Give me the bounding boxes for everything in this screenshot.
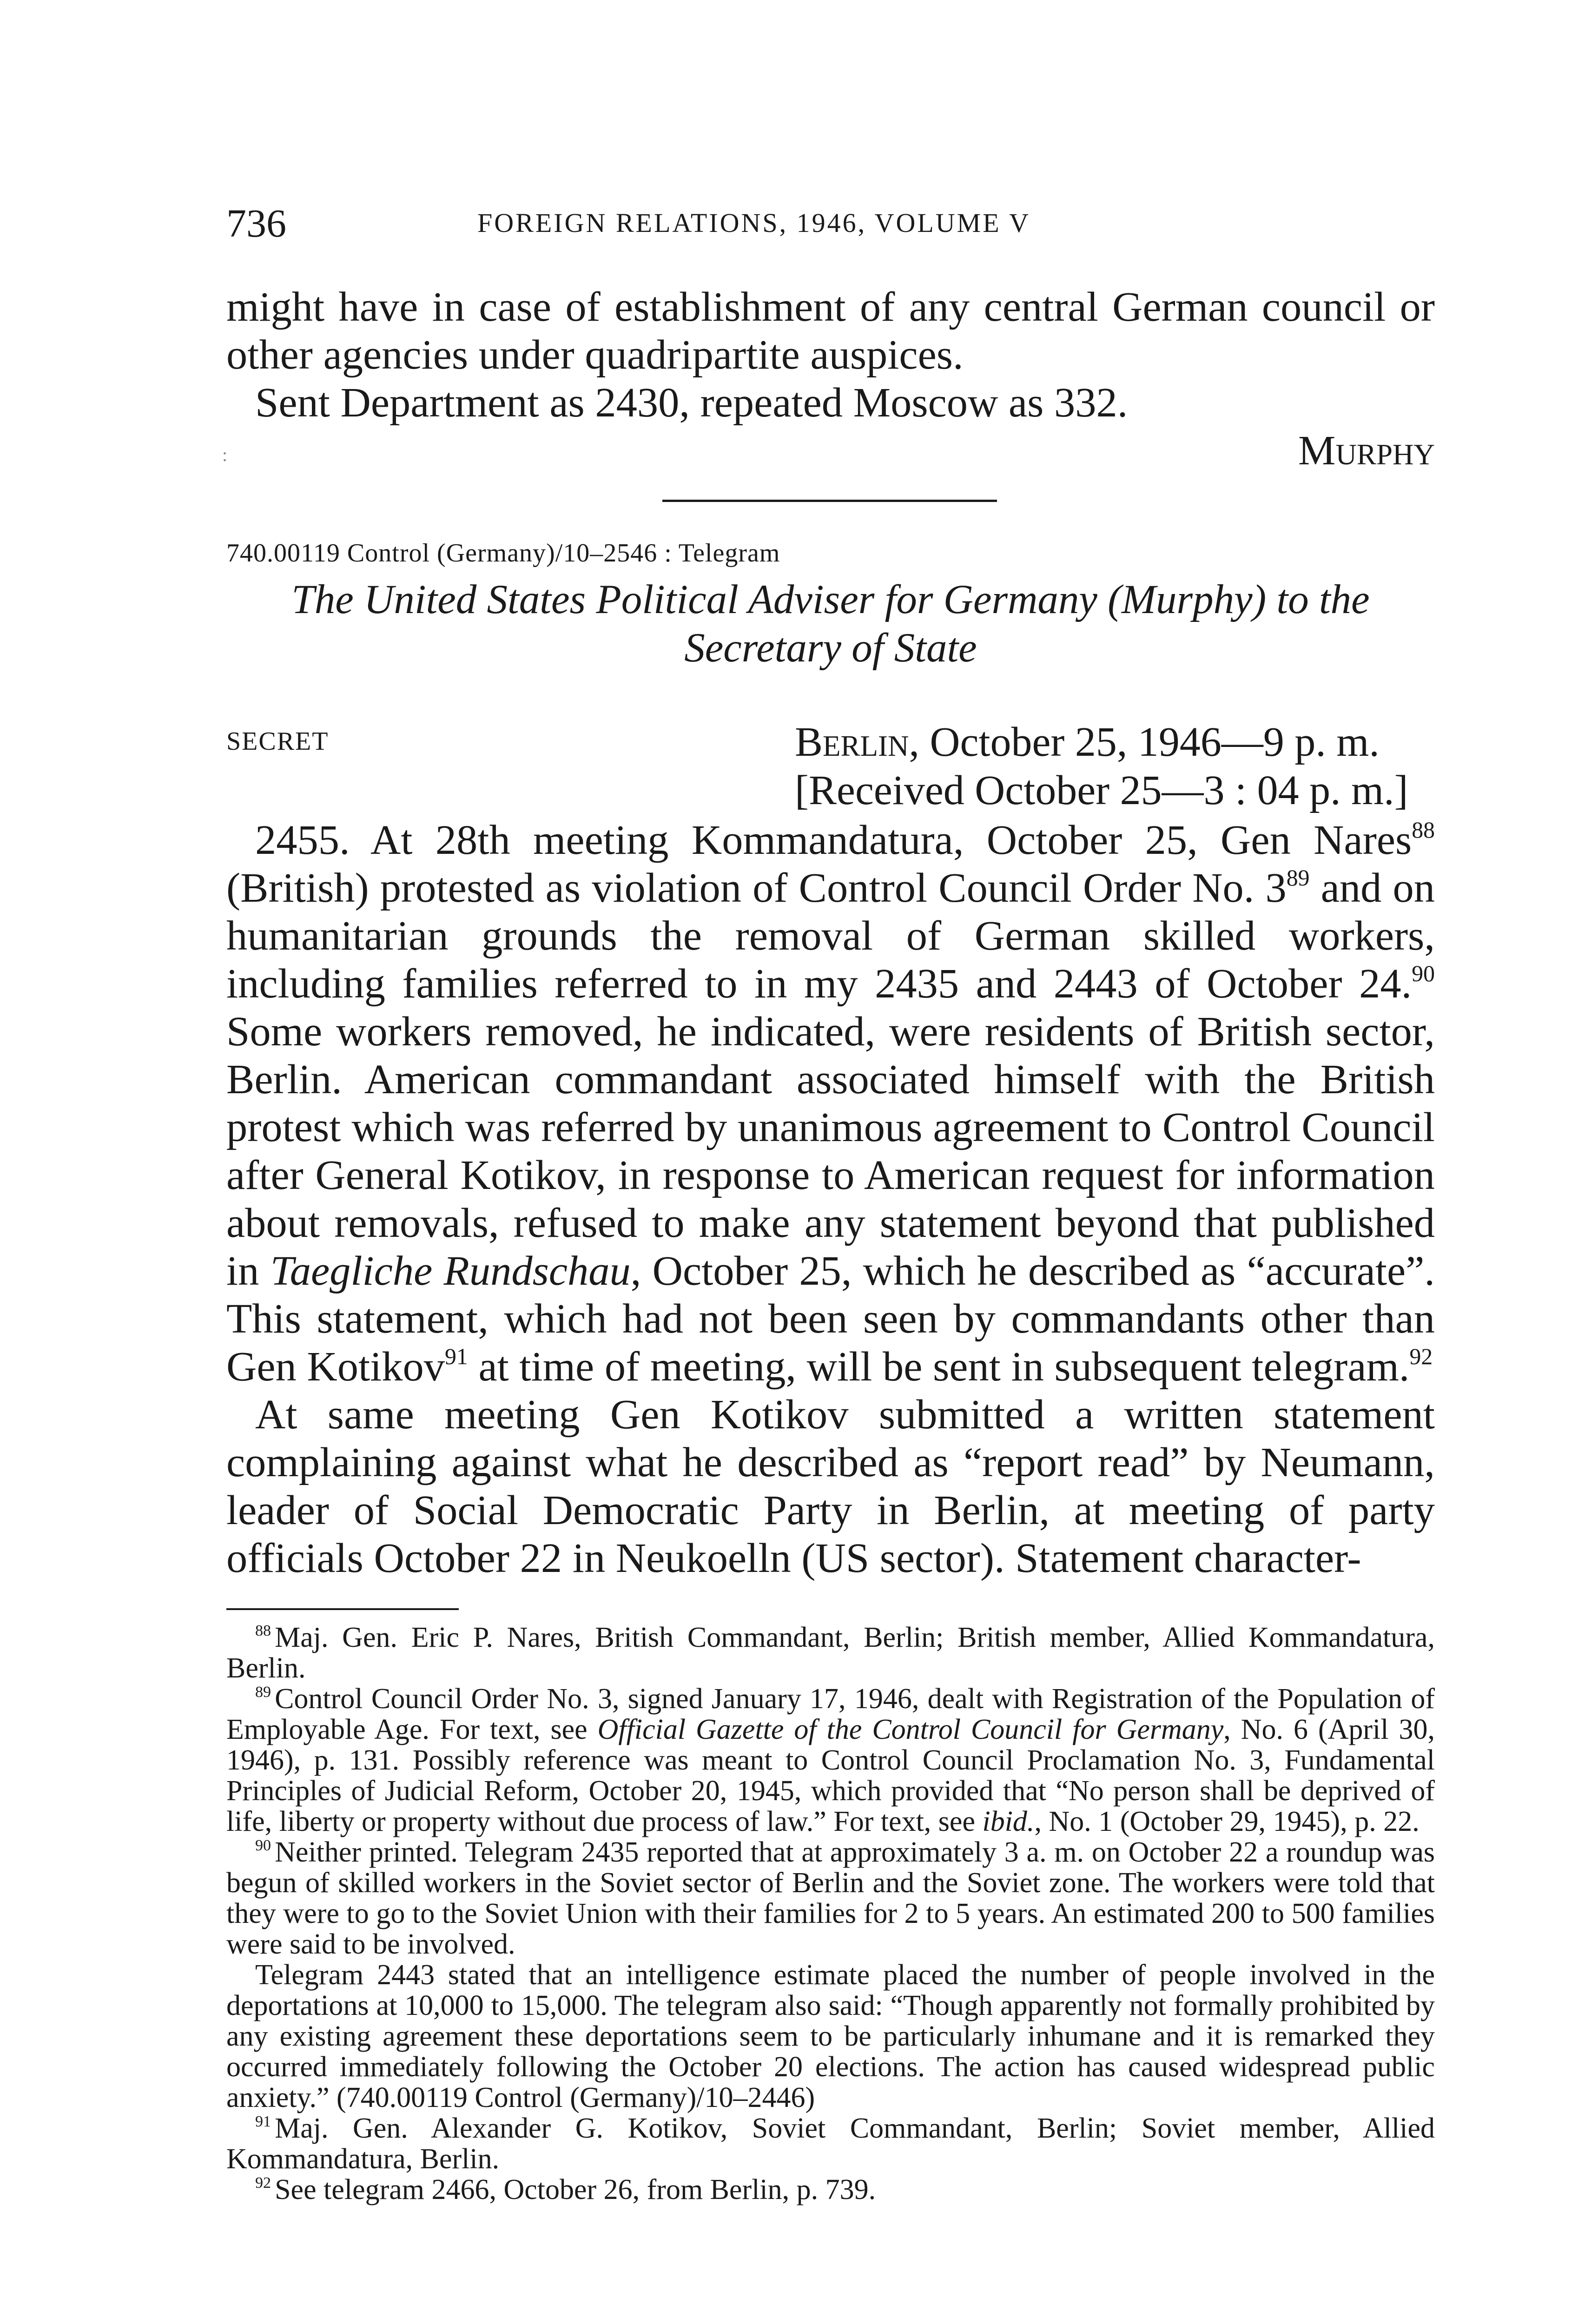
place-name: Berlin [795, 719, 909, 765]
prev-paragraph-2: Sent Department as 2430, repeated Moscow as 332. [255, 379, 1128, 426]
footnote-ref-89: 89 [1286, 865, 1310, 891]
footnotes [226, 1622, 1435, 2205]
footnote-text: Neither printed. Telegram 2435 reported that at approximately 3 a. m. on October 22 a roundup was begun of skilled workers in the Soviet sector of Berlin and the Soviet zone. The workers were told that they were to go to the Soviet Union with their families for 2 to 5 years. An estimated 200 to 500 families were said to be involved. [226, 1836, 1435, 1960]
telegram-paragraph-2: At same meeting Gen Kotikov submitted a written statement complaining against what he described as “report read” by Neumann, leader of Social Democratic Party in Berlin, at meeting of party officials October 22 in Neukoelln (US sector). Statement character- [226, 1391, 1435, 1581]
previous-document-tail [226, 283, 1435, 474]
stray-mark: : [222, 444, 228, 465]
text-run: and on humanitarian grounds the removal of German skilled workers, including families referred to in my 2435 and 2443 of October 24. [226, 864, 1435, 1007]
text-run: at time of meeting, will be sent in subsequent telegram. [468, 1343, 1410, 1390]
footnote-89 [226, 1684, 1435, 1837]
footnote-mark: 91 [255, 2113, 271, 2131]
footnote-ref-90: 90 [1412, 961, 1435, 987]
section-divider [662, 500, 997, 502]
footnote-text: Control Council Order No. 3, signed January 17, 1946, dealt with Registration of the Population of Employable Age. For text, see [226, 1683, 1435, 1745]
footnote-91 [226, 2113, 1435, 2174]
received-line: [Received October 25—3 : 04 p. m.] [795, 767, 1408, 813]
footnote-mark: 92 [255, 2174, 271, 2192]
document-file-id: 740.00119 Control (Germany)/10–2546 : Telegram [226, 539, 780, 568]
footnote-90 [226, 1837, 1435, 1960]
footnote-text: , No. 6 (April 30, 1946), p. 131. Possibly reference was meant to Control Council Proclamation No. 3, Fundamental Principles of Judicial Reform, October 20, 1945, which provided that “No person shall be deprived of life, liberty or property without due process of law.” For text, see [226, 1714, 1435, 1837]
classification-label: SECRET [226, 727, 329, 756]
page-header [226, 198, 1435, 249]
text-run: 2455. At 28th meeting Kommandatura, October 25, Gen Nares [255, 816, 1412, 863]
footnote-text: Maj. Gen. Eric P. Nares, British Commandant, Berlin; British member, Allied Kommandatura, Berlin. [226, 1622, 1435, 1684]
ibid-abbrev: ibid. [982, 1806, 1035, 1837]
footnote-88 [226, 1622, 1435, 1684]
signature: Murphy [1298, 427, 1435, 474]
footnote-ref-92: 92 [1409, 1344, 1433, 1370]
newspaper-title: Taegliche Rundschau [270, 1247, 631, 1294]
footnote-92 [226, 2174, 1435, 2205]
sent-line [795, 718, 1408, 766]
footnote-text: See telegram 2466, October 26, from Berlin, p. 739. [275, 2174, 876, 2205]
telegram-paragraph-1 [226, 816, 1435, 1390]
footnote-divider [226, 1608, 459, 1610]
footnote-text: , No. 1 (October 29, 1945), p. 22. [1034, 1806, 1419, 1837]
page-number: 736 [226, 201, 286, 245]
footnote-90-continued: Telegram 2443 stated that an intelligence estimate placed the number of people involved in the deportations at 10,000 to 15,000. The telegram also said: “Though apparently not formally prohibited by any existing agreement these deportations seem to be particularly inhumane and it is remarked they occurred immediately following the October 20 elections. The action has caused widespread public anxiety.” (740.00119 Control (Germany)/10–2446) [226, 1959, 1435, 2113]
prev-paragraph-1: might have in case of establishment of any central German council or other agencies under quadripartite auspices. [226, 283, 1435, 378]
telegram-body [226, 816, 1435, 1582]
footnote-ref-88: 88 [1412, 817, 1435, 843]
text-run: , October 25, which he described as “accurate”. This statement, which had not been seen by commandants other than Gen Kotikov [226, 1247, 1435, 1390]
footnote-text: Maj. Gen. Alexander G. Kotikov, Soviet Commandant, Berlin; Soviet member, Allied Kommandatura, Berlin. [226, 2113, 1435, 2175]
text-run: (British) protested as violation of Control Council Order No. 3 [226, 864, 1287, 911]
footnote-mark: 89 [255, 1684, 271, 1701]
running-head: FOREIGN RELATIONS, 1946, VOLUME V [477, 208, 1030, 238]
gazette-title: Official Gazette of the Control Council for Germany [597, 1714, 1224, 1745]
dateline [795, 718, 1408, 815]
sent-date: , October 25, 1946—9 p. m. [909, 719, 1380, 765]
document-title: The United States Political Adviser for Germany (Murphy) to the Secretary of State [291, 577, 1370, 671]
footnote-mark: 88 [255, 1622, 271, 1640]
footnote-mark: 90 [255, 1837, 271, 1855]
text-run: Some workers removed, he indicated, were residents of British sector, Berlin. American commandant associated himself with the British protest which was referred by unanimous agreement to Control Council after General Kotikov, in response to American request for information about removals, refused to make any statement beyond that published in [226, 1008, 1435, 1294]
footnote-ref-91: 91 [445, 1344, 468, 1370]
